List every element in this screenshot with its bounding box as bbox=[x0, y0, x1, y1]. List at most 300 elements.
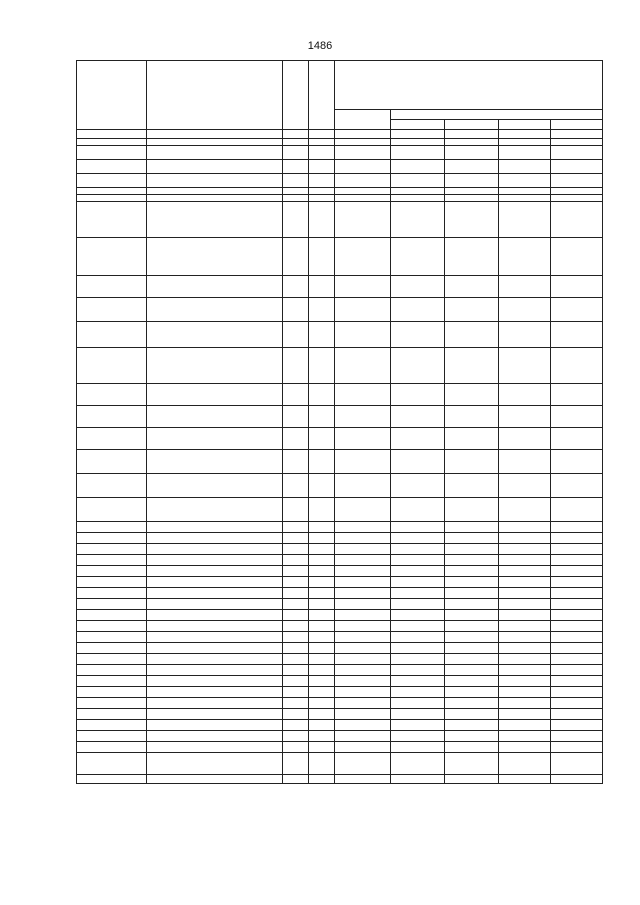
table-cell bbox=[499, 188, 551, 195]
table-cell bbox=[445, 577, 499, 588]
table-cell bbox=[309, 238, 335, 276]
table-cell bbox=[309, 632, 335, 643]
table-row bbox=[77, 188, 603, 195]
table-cell bbox=[335, 298, 391, 322]
table-cell bbox=[283, 720, 309, 731]
table-cell bbox=[309, 139, 335, 146]
table-cell bbox=[147, 731, 283, 742]
table-cell bbox=[551, 139, 603, 146]
table-cell bbox=[335, 146, 391, 160]
table-cell bbox=[283, 599, 309, 610]
table-cell bbox=[551, 720, 603, 731]
table-row bbox=[77, 533, 603, 544]
table-row bbox=[77, 348, 603, 384]
table-cell bbox=[551, 610, 603, 621]
document-table bbox=[76, 60, 603, 784]
table-cell bbox=[77, 298, 147, 322]
table-cell bbox=[335, 588, 391, 599]
table-cell bbox=[77, 687, 147, 698]
table-row bbox=[77, 474, 603, 498]
table-cell bbox=[335, 522, 391, 533]
table-cell bbox=[309, 654, 335, 665]
table-row bbox=[77, 698, 603, 709]
header-cell bbox=[309, 61, 335, 130]
table-row bbox=[77, 676, 603, 687]
table-cell bbox=[147, 322, 283, 348]
table-cell bbox=[499, 632, 551, 643]
table-cell bbox=[499, 643, 551, 654]
table-header-row bbox=[77, 61, 603, 110]
table-cell bbox=[309, 276, 335, 298]
table-cell bbox=[147, 566, 283, 577]
table-row bbox=[77, 498, 603, 522]
table-cell bbox=[499, 621, 551, 632]
table-cell bbox=[499, 384, 551, 406]
table-cell bbox=[147, 238, 283, 276]
table-cell bbox=[77, 621, 147, 632]
table-cell bbox=[77, 348, 147, 384]
table-row bbox=[77, 599, 603, 610]
table-cell bbox=[283, 577, 309, 588]
table-cell bbox=[77, 160, 147, 174]
table-row bbox=[77, 544, 603, 555]
table-cell bbox=[391, 698, 445, 709]
table-cell bbox=[551, 406, 603, 428]
table-cell bbox=[445, 146, 499, 160]
table-cell bbox=[391, 406, 445, 428]
index-cell bbox=[309, 130, 335, 139]
table-cell bbox=[147, 775, 283, 784]
table-cell bbox=[335, 599, 391, 610]
table-cell bbox=[499, 654, 551, 665]
table-cell bbox=[147, 676, 283, 687]
table-row bbox=[77, 731, 603, 742]
table-cell bbox=[77, 238, 147, 276]
index-cell bbox=[391, 130, 445, 139]
table-cell bbox=[499, 474, 551, 498]
table-cell bbox=[309, 643, 335, 654]
table-cell bbox=[335, 322, 391, 348]
table-cell bbox=[499, 298, 551, 322]
table-cell bbox=[147, 384, 283, 406]
table-cell bbox=[551, 348, 603, 384]
table-row bbox=[77, 588, 603, 599]
table-cell bbox=[309, 665, 335, 676]
table-cell bbox=[77, 202, 147, 238]
table-cell bbox=[309, 450, 335, 474]
table-cell bbox=[77, 276, 147, 298]
table-row bbox=[77, 139, 603, 146]
table-row bbox=[77, 202, 603, 238]
table-cell bbox=[309, 174, 335, 188]
table-cell bbox=[283, 384, 309, 406]
table-cell bbox=[77, 610, 147, 621]
table-cell bbox=[283, 298, 309, 322]
table-cell bbox=[391, 238, 445, 276]
table-cell bbox=[445, 610, 499, 621]
table-cell bbox=[283, 687, 309, 698]
table-cell bbox=[335, 195, 391, 202]
table-cell bbox=[499, 555, 551, 566]
table-cell bbox=[445, 450, 499, 474]
table-row bbox=[77, 753, 603, 775]
table-row bbox=[77, 174, 603, 188]
table-cell bbox=[335, 544, 391, 555]
table-cell bbox=[283, 555, 309, 566]
table-cell bbox=[551, 588, 603, 599]
table-cell bbox=[551, 146, 603, 160]
table-cell bbox=[391, 720, 445, 731]
table-cell bbox=[551, 577, 603, 588]
index-cell bbox=[335, 130, 391, 139]
table-cell bbox=[335, 202, 391, 238]
table-cell bbox=[309, 676, 335, 687]
table-cell bbox=[499, 742, 551, 753]
table-cell bbox=[445, 139, 499, 146]
table-cell bbox=[445, 474, 499, 498]
table-cell bbox=[445, 498, 499, 522]
table-row bbox=[77, 610, 603, 621]
table-cell bbox=[147, 687, 283, 698]
table-cell bbox=[391, 731, 445, 742]
table-cell bbox=[147, 709, 283, 720]
table-cell bbox=[309, 753, 335, 775]
table-cell bbox=[499, 238, 551, 276]
table-cell bbox=[147, 474, 283, 498]
table-cell bbox=[499, 566, 551, 577]
table-cell bbox=[391, 588, 445, 599]
table-cell bbox=[77, 577, 147, 588]
table-cell bbox=[391, 146, 445, 160]
table-cell bbox=[283, 753, 309, 775]
header-cell bbox=[283, 61, 309, 130]
header-cell bbox=[551, 120, 603, 130]
table-cell bbox=[77, 384, 147, 406]
table-cell bbox=[391, 160, 445, 174]
index-cell bbox=[283, 130, 309, 139]
table-cell bbox=[309, 698, 335, 709]
table-cell bbox=[551, 174, 603, 188]
table-row bbox=[77, 665, 603, 676]
table-cell bbox=[551, 195, 603, 202]
table-cell bbox=[445, 202, 499, 238]
table-cell bbox=[445, 188, 499, 195]
table-cell bbox=[335, 654, 391, 665]
table-cell bbox=[391, 498, 445, 522]
table-cell bbox=[147, 665, 283, 676]
table-cell bbox=[499, 428, 551, 450]
table-cell bbox=[77, 139, 147, 146]
table-cell bbox=[335, 676, 391, 687]
table-cell bbox=[335, 160, 391, 174]
table-cell bbox=[391, 742, 445, 753]
table-cell bbox=[499, 195, 551, 202]
table-cell bbox=[551, 643, 603, 654]
table-cell bbox=[499, 709, 551, 720]
table-cell bbox=[77, 406, 147, 428]
table-cell bbox=[499, 160, 551, 174]
table-cell bbox=[147, 742, 283, 753]
table-cell bbox=[147, 533, 283, 544]
table-cell bbox=[147, 428, 283, 450]
table-cell bbox=[551, 238, 603, 276]
table-cell bbox=[445, 406, 499, 428]
table-cell bbox=[77, 643, 147, 654]
table-row bbox=[77, 621, 603, 632]
table-cell bbox=[309, 588, 335, 599]
index-cell bbox=[499, 130, 551, 139]
table-cell bbox=[147, 588, 283, 599]
table-cell bbox=[551, 566, 603, 577]
table-cell bbox=[283, 195, 309, 202]
table-cell bbox=[445, 544, 499, 555]
table-cell bbox=[309, 498, 335, 522]
table-cell bbox=[283, 322, 309, 348]
table-cell bbox=[283, 276, 309, 298]
table-cell bbox=[309, 298, 335, 322]
table-cell bbox=[391, 709, 445, 720]
table-cell bbox=[499, 775, 551, 784]
table-cell bbox=[445, 687, 499, 698]
table-cell bbox=[335, 731, 391, 742]
table-cell bbox=[551, 474, 603, 498]
table-row bbox=[77, 555, 603, 566]
table-row bbox=[77, 406, 603, 428]
table-cell bbox=[499, 406, 551, 428]
table-cell bbox=[147, 276, 283, 298]
table-row bbox=[77, 709, 603, 720]
table-row bbox=[77, 238, 603, 276]
table-cell bbox=[147, 577, 283, 588]
table-cell bbox=[335, 384, 391, 406]
table-cell bbox=[551, 742, 603, 753]
table-cell bbox=[391, 533, 445, 544]
table-cell bbox=[445, 753, 499, 775]
table-cell bbox=[147, 174, 283, 188]
table-cell bbox=[309, 621, 335, 632]
table-cell bbox=[445, 174, 499, 188]
table-cell bbox=[551, 709, 603, 720]
table-cell bbox=[499, 610, 551, 621]
table-cell bbox=[551, 160, 603, 174]
table-cell bbox=[147, 621, 283, 632]
table-cell bbox=[551, 665, 603, 676]
table-cell bbox=[391, 632, 445, 643]
table-cell bbox=[283, 643, 309, 654]
table-cell bbox=[309, 742, 335, 753]
table-cell bbox=[335, 665, 391, 676]
table-cell bbox=[283, 474, 309, 498]
table-cell bbox=[309, 384, 335, 406]
table-cell bbox=[147, 188, 283, 195]
table-cell bbox=[551, 676, 603, 687]
table-cell bbox=[445, 665, 499, 676]
table-cell bbox=[77, 474, 147, 498]
table-cell bbox=[391, 139, 445, 146]
table-cell bbox=[335, 566, 391, 577]
table-cell bbox=[445, 276, 499, 298]
table-cell bbox=[147, 544, 283, 555]
table-cell bbox=[309, 146, 335, 160]
header-cell bbox=[335, 61, 603, 110]
table-cell bbox=[77, 775, 147, 784]
table-cell bbox=[445, 384, 499, 406]
table-cell bbox=[309, 720, 335, 731]
table-cell bbox=[335, 742, 391, 753]
table-cell bbox=[391, 610, 445, 621]
table-cell bbox=[391, 753, 445, 775]
table-cell bbox=[77, 742, 147, 753]
table-cell bbox=[283, 450, 309, 474]
table-cell bbox=[335, 139, 391, 146]
table-cell bbox=[445, 195, 499, 202]
table-cell bbox=[445, 533, 499, 544]
table-cell bbox=[391, 384, 445, 406]
table-cell bbox=[309, 188, 335, 195]
table-cell bbox=[445, 643, 499, 654]
table-cell bbox=[551, 544, 603, 555]
table-cell bbox=[335, 720, 391, 731]
table-cell bbox=[499, 276, 551, 298]
table-cell bbox=[309, 202, 335, 238]
table-cell bbox=[551, 522, 603, 533]
table-cell bbox=[309, 348, 335, 384]
table-cell bbox=[283, 566, 309, 577]
table-cell bbox=[335, 753, 391, 775]
table-cell bbox=[551, 533, 603, 544]
table-cell bbox=[77, 753, 147, 775]
table-cell bbox=[445, 428, 499, 450]
table-row bbox=[77, 160, 603, 174]
table-cell bbox=[147, 720, 283, 731]
table-cell bbox=[499, 348, 551, 384]
table-cell bbox=[77, 665, 147, 676]
table-cell bbox=[551, 731, 603, 742]
table-cell bbox=[499, 731, 551, 742]
table-cell bbox=[309, 610, 335, 621]
table-cell bbox=[335, 474, 391, 498]
table-cell bbox=[283, 632, 309, 643]
table-cell bbox=[77, 188, 147, 195]
table-cell bbox=[309, 709, 335, 720]
table-cell bbox=[391, 544, 445, 555]
table-row bbox=[77, 298, 603, 322]
table-cell bbox=[77, 698, 147, 709]
header-cell bbox=[391, 120, 445, 130]
table-cell bbox=[335, 709, 391, 720]
table-row bbox=[77, 775, 603, 784]
table-cell bbox=[283, 188, 309, 195]
table-cell bbox=[77, 522, 147, 533]
table-cell bbox=[391, 450, 445, 474]
table-cell bbox=[391, 428, 445, 450]
table-cell bbox=[335, 533, 391, 544]
table-cell bbox=[551, 202, 603, 238]
table-cell bbox=[77, 533, 147, 544]
table-cell bbox=[335, 276, 391, 298]
table-cell bbox=[147, 146, 283, 160]
table-cell bbox=[335, 428, 391, 450]
table-cell bbox=[551, 428, 603, 450]
table-cell bbox=[499, 139, 551, 146]
table-cell bbox=[391, 474, 445, 498]
table-cell bbox=[445, 742, 499, 753]
table-cell bbox=[77, 428, 147, 450]
table-cell bbox=[391, 577, 445, 588]
table-cell bbox=[283, 139, 309, 146]
table-cell bbox=[499, 202, 551, 238]
table-cell bbox=[551, 632, 603, 643]
table-cell bbox=[499, 322, 551, 348]
table-cell bbox=[445, 588, 499, 599]
table-cell bbox=[445, 555, 499, 566]
table-cell bbox=[391, 348, 445, 384]
table-cell bbox=[445, 348, 499, 384]
table-row bbox=[77, 322, 603, 348]
table-cell bbox=[335, 610, 391, 621]
table-cell bbox=[309, 522, 335, 533]
table-cell bbox=[283, 610, 309, 621]
table-cell bbox=[283, 676, 309, 687]
table-cell bbox=[147, 498, 283, 522]
header-cell bbox=[77, 61, 147, 130]
table-cell bbox=[391, 621, 445, 632]
table-cell bbox=[445, 698, 499, 709]
table-cell bbox=[77, 599, 147, 610]
table-row bbox=[77, 632, 603, 643]
table-cell bbox=[283, 544, 309, 555]
table-cell bbox=[309, 731, 335, 742]
table-cell bbox=[77, 720, 147, 731]
table-cell bbox=[499, 698, 551, 709]
table-cell bbox=[335, 555, 391, 566]
table-row bbox=[77, 428, 603, 450]
table-cell bbox=[391, 676, 445, 687]
table-row bbox=[77, 577, 603, 588]
table-cell bbox=[77, 146, 147, 160]
table-row bbox=[77, 146, 603, 160]
table-cell bbox=[499, 522, 551, 533]
table-row bbox=[77, 450, 603, 474]
table-cell bbox=[335, 621, 391, 632]
table-cell bbox=[499, 687, 551, 698]
table-cell bbox=[309, 775, 335, 784]
table-cell bbox=[77, 195, 147, 202]
table-row bbox=[77, 687, 603, 698]
table-cell bbox=[445, 238, 499, 276]
table-row bbox=[77, 384, 603, 406]
table-cell bbox=[445, 632, 499, 643]
table-cell bbox=[499, 720, 551, 731]
table-cell bbox=[147, 139, 283, 146]
table-cell bbox=[283, 709, 309, 720]
table-cell bbox=[283, 428, 309, 450]
table-cell bbox=[335, 348, 391, 384]
table-cell bbox=[77, 566, 147, 577]
table-cell bbox=[283, 146, 309, 160]
table-cell bbox=[499, 588, 551, 599]
table-cell bbox=[551, 322, 603, 348]
table-cell bbox=[283, 174, 309, 188]
table-cell bbox=[335, 188, 391, 195]
header-cell bbox=[147, 61, 283, 130]
table-cell bbox=[147, 599, 283, 610]
table-cell bbox=[309, 322, 335, 348]
table-cell bbox=[309, 160, 335, 174]
table-cell bbox=[445, 731, 499, 742]
table-cell bbox=[445, 566, 499, 577]
table-cell bbox=[551, 599, 603, 610]
